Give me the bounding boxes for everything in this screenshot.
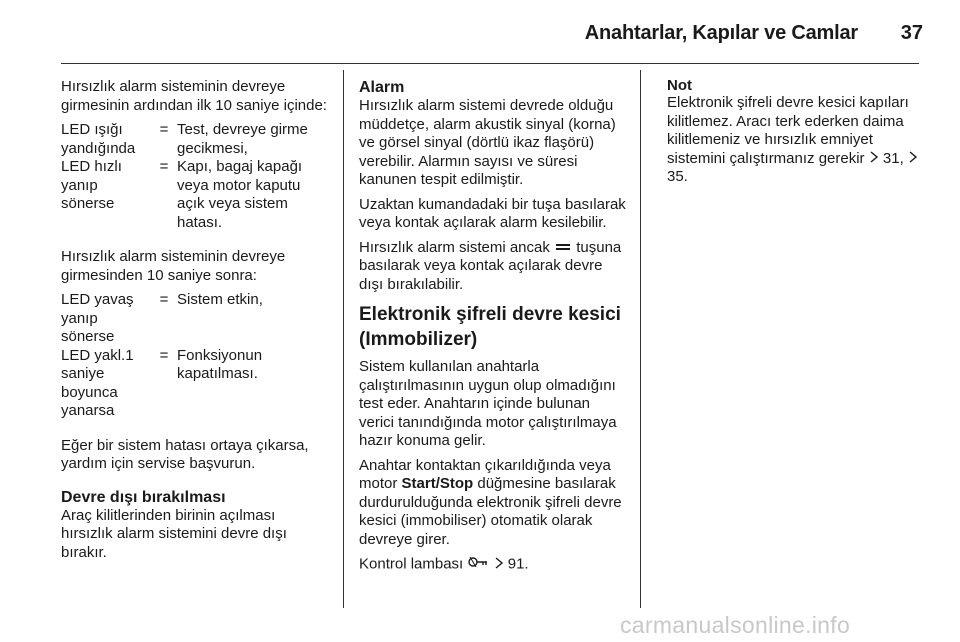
text-span: Anahtar kontaktan çıkarıldığında veya motor xyxy=(359,456,611,493)
table-value: Test, devreye girme gecikmesi, xyxy=(177,121,308,157)
watermark: carmanualsonline.info xyxy=(620,612,851,638)
column-divider-1 xyxy=(343,70,344,608)
table-equals: = xyxy=(159,121,169,138)
table-value: Fonksiyonun kapatılması. xyxy=(177,346,263,382)
col1-paragraph-2: Hırsızlık alarm sisteminin devreye girmesinden 10 saniye sonra: xyxy=(61,248,286,284)
page-header-title: Anahtarlar, Kapılar ve Camlar xyxy=(584,22,858,44)
immobilizer-warning-light-icon xyxy=(467,555,489,575)
table-row xyxy=(61,121,331,158)
col2-paragraph-3 xyxy=(359,239,627,295)
table-row xyxy=(61,158,331,232)
column-divider-2 xyxy=(640,70,641,608)
text-span: Hırsızlık alarm sistemi ancak xyxy=(359,238,550,256)
text-span: Kontrol lambası xyxy=(359,555,464,573)
text-span: düğmesine basılarak durdurulduğunda elektronik şifreli devre kesici (immobiliser) otomatik olarak devreye girer. xyxy=(359,475,622,548)
note-title: Not xyxy=(667,77,692,94)
header-rule xyxy=(61,63,919,64)
start-stop-label: Start/Stop xyxy=(401,475,474,493)
heading-alarm: Alarm xyxy=(359,79,405,96)
heading-deactivation: Devre dışı bırakılması xyxy=(61,488,226,506)
page-number: 37 xyxy=(900,22,923,44)
led-status-table-2 xyxy=(61,291,331,421)
table-equals: = xyxy=(159,158,169,175)
col1-paragraph-3: Eğer bir sistem hatası ortaya çıkarsa, yardım için servise başvurun. xyxy=(61,436,309,472)
page-reference-arrow-icon xyxy=(908,150,918,169)
table-key: LED ışığı yandığında xyxy=(61,121,136,157)
table-row xyxy=(61,347,331,421)
table-value: Sistem etkin, xyxy=(177,291,263,308)
col2-paragraph-5 xyxy=(359,457,627,550)
column-3 xyxy=(667,78,927,193)
column-1 xyxy=(61,78,331,568)
page-reference: 31, xyxy=(882,149,904,167)
table-row xyxy=(61,291,331,347)
unlock-button-icon xyxy=(554,239,572,258)
table-key: LED yakl.1 saniye boyunca yanarsa xyxy=(61,346,134,419)
col1-paragraph-4: Araç kilitlerinden birinin açılması hırsızlık alarm sistemini devre dışı bırakır. xyxy=(61,506,287,561)
note-text xyxy=(667,94,927,187)
page-reference-arrow-icon xyxy=(494,556,504,575)
text-span: Elektronik şifreli devre kesici kapıları kilitlemez. Aracı terk ederken daima kilitlemeniz ve hırsızlık emniyet sistemini çalıştırmanız gerekir xyxy=(667,94,909,167)
table-key: LED hızlı yanıp sönerse xyxy=(61,158,122,212)
col2-paragraph-6 xyxy=(359,555,627,575)
col1-paragraph-1: Hırsızlık alarm sisteminin devreye girmesinin ardından ilk 10 saniye içinde: xyxy=(61,78,327,114)
heading-immobilizer: Elektronik şifreli devre kesici (Immobilizer) xyxy=(359,304,621,351)
page-reference: 91. xyxy=(507,555,529,573)
col2-paragraph-4: Sistem kullanılan anahtarla çalıştırılmasının uygun olup olmadığını test eder. Anahtarın içinde bulunan verici tanındığında motor çalıştırılmaya hazır konuma gelir. xyxy=(359,358,617,450)
col2-paragraph-2: Uzaktan kumandadaki bir tuşa basılarak veya kontak açılarak alarm kesilebilir. xyxy=(359,195,626,231)
table-value: Kapı, bagaj kapağı veya motor kaputu açık veya sistem hatası. xyxy=(177,158,303,231)
table-equals: = xyxy=(159,291,169,308)
column-2 xyxy=(359,78,627,581)
table-equals: = xyxy=(159,346,169,364)
led-status-table-1 xyxy=(61,121,331,232)
table-key: LED yavaş yanıp sönerse xyxy=(61,291,134,345)
text-span: tuşuna basılarak veya kontak açılarak devre dışı bırakılabilir. xyxy=(359,238,622,293)
page-reference-arrow-icon xyxy=(869,150,879,169)
page-reference: 35. xyxy=(667,168,688,186)
col2-paragraph-1: Hırsızlık alarm sistemi devrede olduğu müddetçe, alarm akustik sinyal (korna) ve görsel sinyal (dörtlü ikaz flaşörü) verebilir. Alarmın sayısı ve süresi kanunen tespit edilmiştir. xyxy=(359,97,616,188)
